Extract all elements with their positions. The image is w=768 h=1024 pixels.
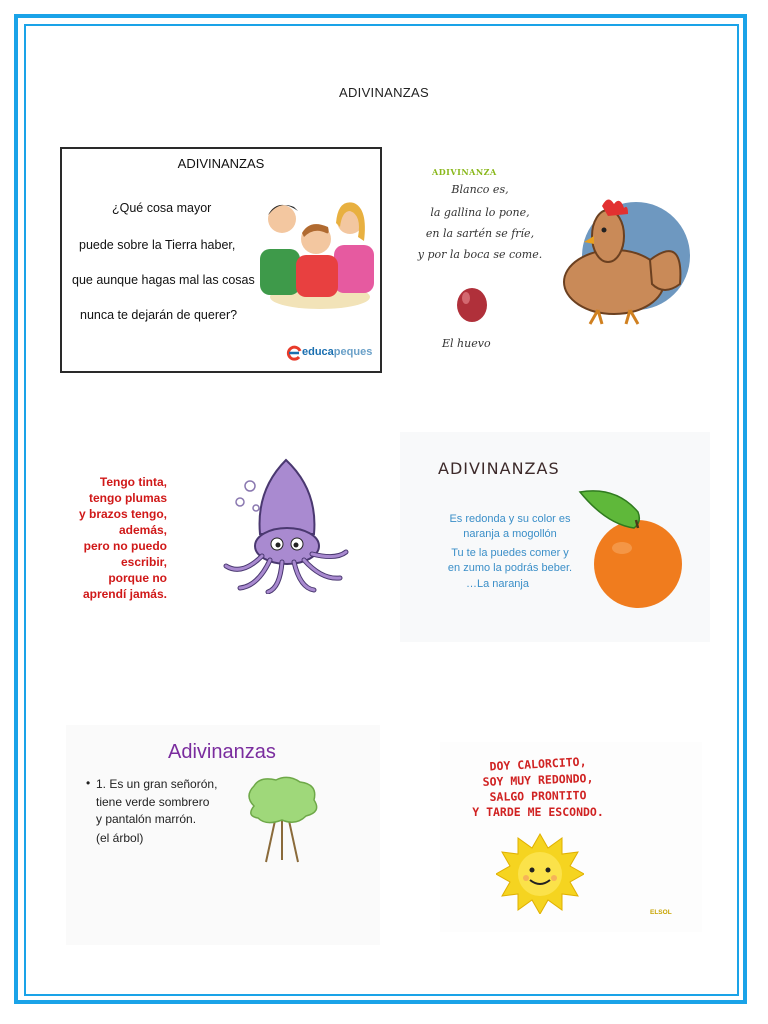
riddle-line: naranja a mogollón: [463, 528, 557, 540]
family-hug-illustration: [258, 197, 376, 309]
orange-fruit-illustration: [576, 488, 688, 612]
riddle-line: y brazos tengo,: [78, 507, 167, 521]
riddle-card-title: Adivinanzas: [168, 741, 276, 763]
riddle-text-squid: [60, 474, 167, 602]
riddle-card-family: [60, 147, 382, 373]
riddle-line: nunca te dejarán de querer?: [80, 308, 238, 322]
riddle-line: ¿Qué cosa mayor: [112, 201, 212, 215]
page-title: ADIVINANZAS: [339, 85, 429, 100]
riddle-answer: El huevo: [442, 337, 491, 350]
riddle-card-title: ADIVINANZAS: [438, 459, 560, 478]
riddle-line: porque no: [108, 571, 167, 585]
riddle-card-title: ADIVINANZA: [432, 167, 497, 177]
riddle-line: tengo plumas: [88, 491, 167, 505]
riddle-line: DOY CALORCITO,: [489, 754, 587, 774]
educapeques-logo: educapeques: [302, 346, 373, 358]
tree-illustration: [242, 776, 324, 864]
riddle-line: Y TARDE ME ESCONDO.: [472, 805, 604, 819]
riddle-line: y por la boca se come.: [417, 248, 543, 261]
riddle-answer: ELSOL: [650, 909, 672, 916]
riddle-line: tiene verde sombrero: [96, 795, 210, 809]
hen-illustration: [554, 194, 690, 334]
egg-illustration: [454, 284, 490, 324]
riddle-line: Tengo tinta,: [99, 475, 167, 489]
riddle-line: que aunque hagas mal las cosas: [72, 273, 255, 287]
sun-illustration: [496, 832, 584, 914]
riddle-line: en zumo la podrás beber.: [447, 562, 573, 574]
riddle-card-title: ADIVINANZAS: [177, 156, 265, 171]
riddle-line: Es redonda y su color es: [449, 513, 571, 525]
riddle-line: escribir,: [120, 555, 167, 569]
riddle-line: y pantalón marrón.: [96, 812, 197, 826]
riddle-line: 1. Es un gran señorón,: [96, 777, 218, 791]
riddle-line: además,: [118, 523, 167, 537]
riddle-line: la gallina lo pone,: [430, 206, 530, 219]
riddle-answer: (el árbol): [96, 831, 144, 845]
educapeques-logo-icon: [286, 345, 302, 361]
riddle-line: aprendí jamás.: [82, 587, 167, 601]
riddle-line: pero no puedo: [83, 539, 167, 553]
riddle-line: Blanco es,: [451, 183, 509, 196]
squid-illustration: [222, 456, 350, 594]
riddle-line: Tu te la puedes comer y: [451, 547, 569, 559]
riddle-line: SALGO PRONTITO: [489, 788, 587, 804]
riddle-line: puede sobre la Tierra haber,: [79, 238, 236, 252]
bullet-icon: •: [86, 776, 91, 790]
riddle-line: en la sartén se fríe,: [425, 227, 535, 240]
riddle-line: SOY MUY REDONDO,: [482, 771, 594, 789]
riddle-answer: …La naranja: [466, 578, 529, 590]
